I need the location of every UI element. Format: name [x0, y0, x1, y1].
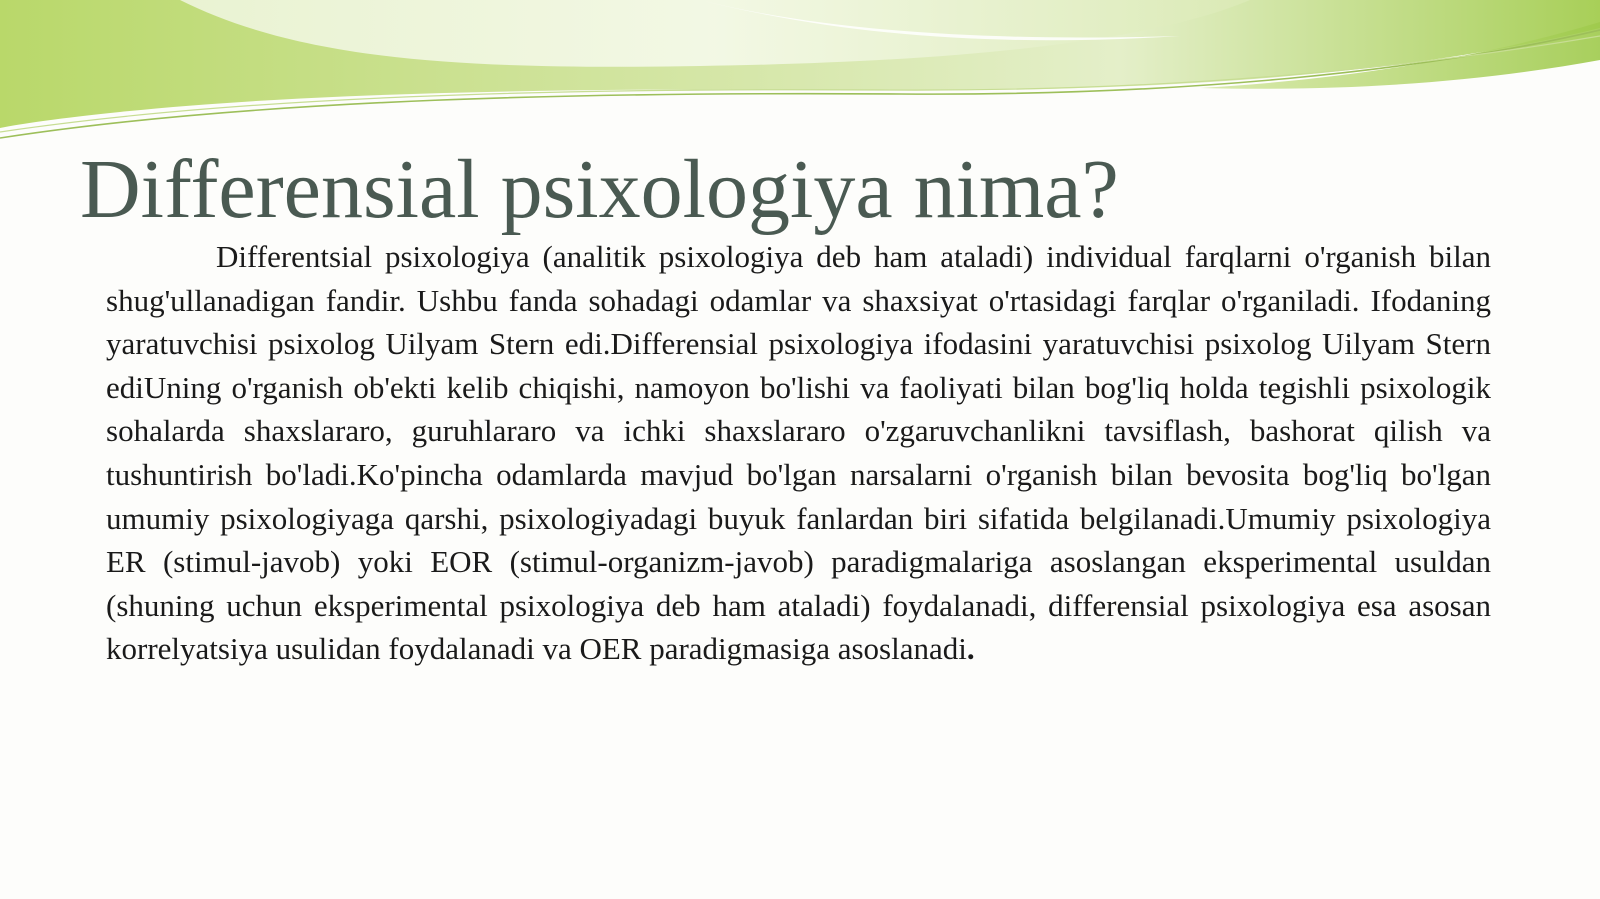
body-text: Differentsial psixologiya (analitik psixologiya deb ham ataladi) individual farqlarni o'rganish bilan shug'ullanadigan fandir. Ushbu fanda sohadagi odamlar va shaxsiyat o'rtasidagi farqlar o'rganiladi. Ifodaning yaratuvchisi psixolog Uilyam Stern edi.Differensial psixologiya ifodasini yaratuvchisi psixolog Uilyam Stern ediUning o'rganish ob'ekti kelib chiqishi, namoyon bo'lishi va faoliyati bilan bog'liq holda tegishli psixologik sohalarda shaxslararo, guruhlararo va ichki shaxslararo o'zgaruvchanlikni tavsiflash, bashorat qilish va tushuntirish bo'ladi.Ko'pincha odamlarda mavjud bo'lgan narsalarni o'rganish bilan bevosita bog'liq bo'lgan umumiy psixologiyaga qarshi, psixologiyadagi buyuk fanlardan biri sifatida belgilanadi.Umumiy psixologiya ER (stimul-javob) yoki EOR (stimul-organizm-javob) paradigmalariga asoslangan eksperimental usuldan (shuning uchun eksperimental psixologiya deb ham ataladi) foydalanadi, differensial psixologiya esa asosan korrelyatsiya usulidan foydalanadi va OER paradigmasiga asoslanadi	[106, 239, 1491, 667]
slide-body-paragraph	[106, 235, 1491, 671]
body-end-mark: .	[966, 631, 975, 667]
slide-title: Differensial psixologiya nima?	[80, 143, 1119, 236]
decorative-swoosh-banner	[0, 0, 1600, 160]
